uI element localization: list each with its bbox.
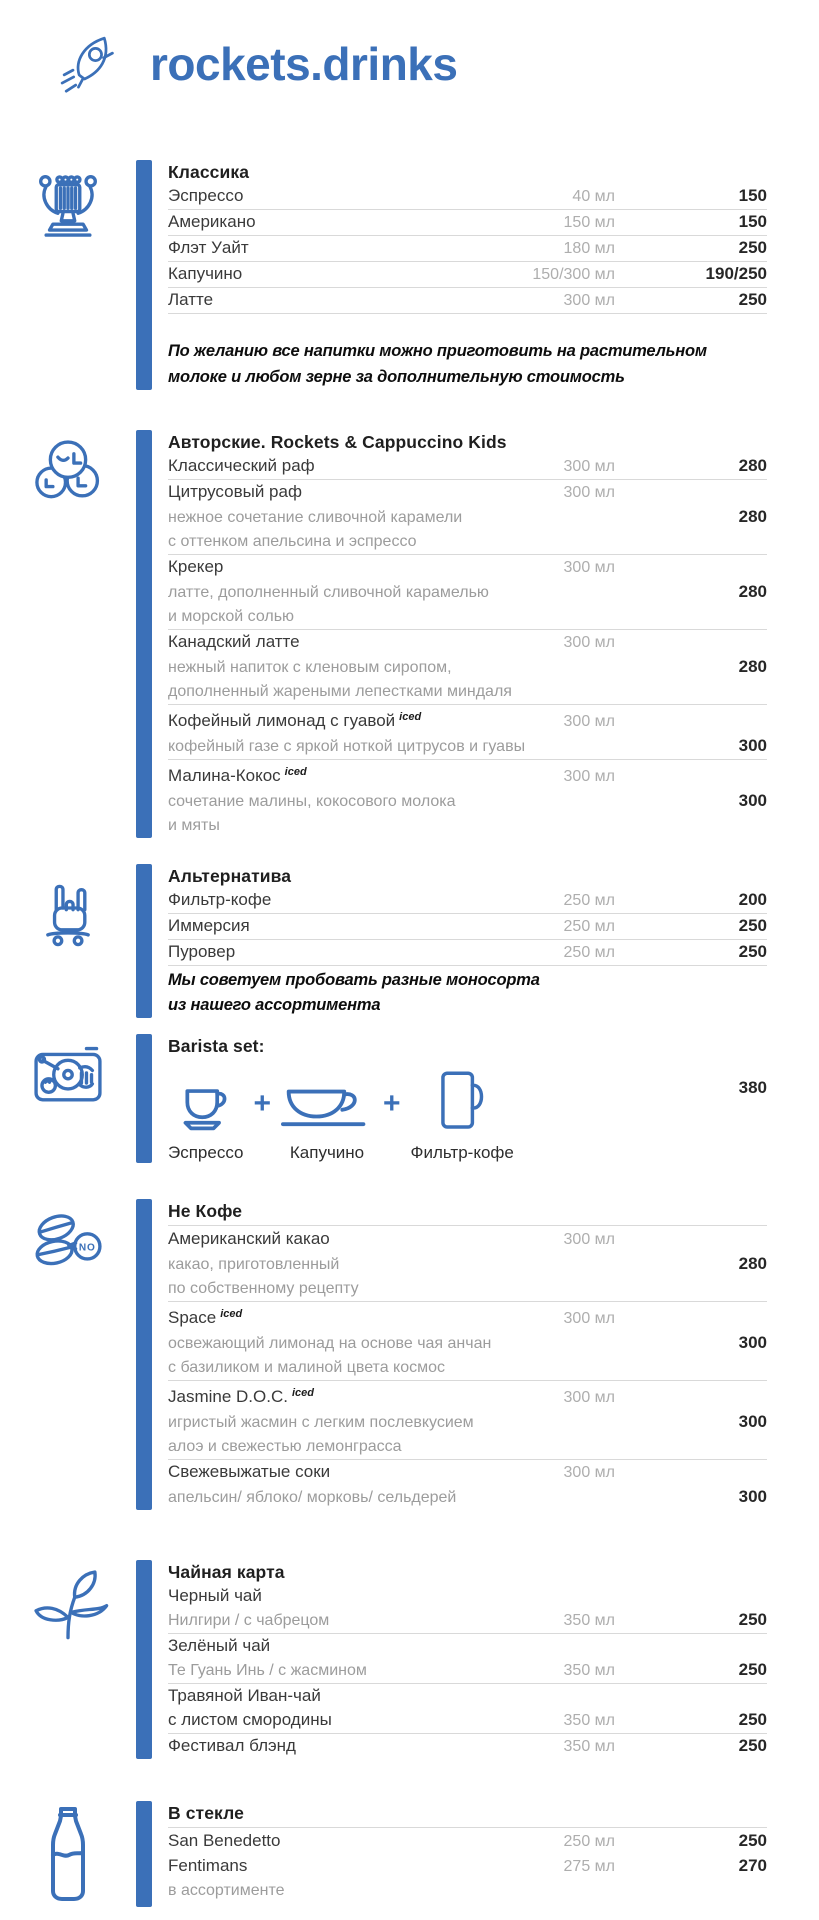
item-volume: 300 мл [563, 1310, 615, 1327]
menu-line [168, 184, 767, 209]
menu-item [168, 940, 767, 966]
item-name: Канадский латте [168, 632, 300, 651]
item-description: освежающий лимонад на основе чая анчан [168, 1335, 492, 1352]
item-price: 280 [738, 1254, 767, 1273]
item-volume: 40 мл [572, 188, 615, 205]
item-name: Jasmine D.O.C. $^{iced}$ [168, 1387, 314, 1406]
iced-badge: iced [291, 1387, 314, 1399]
item-description: алоэ и свежестью лемонграсса [168, 1438, 402, 1455]
item-volume: 150/300 мл [532, 266, 615, 283]
espresso-cup-icon [176, 1078, 236, 1134]
section-accent-bar [136, 864, 152, 1018]
item-volume: 300 мл [563, 768, 615, 785]
iced-badge: iced [220, 1308, 243, 1320]
set-unit-filter [411, 1068, 514, 1163]
item-volume: 300 мл [563, 1389, 615, 1406]
menu-item [168, 1584, 767, 1634]
item-volume: 250 мл [563, 892, 615, 909]
menu-item [168, 288, 767, 314]
menu-line [168, 580, 767, 605]
item-price: 270 [738, 1856, 767, 1875]
menu-line [168, 760, 767, 789]
bottle-icon [0, 1801, 136, 1907]
item-volume: 250 мл [563, 1833, 615, 1850]
menu-item [168, 454, 767, 480]
menu-item [168, 914, 767, 940]
menu-line [168, 814, 767, 838]
item-volume: 250 мл [563, 918, 615, 935]
item-price: 300 [738, 791, 767, 810]
item-price: 190/250 [705, 264, 767, 283]
item-description: апельсин/ яблоко/ морковь/ сельдерей [168, 1489, 457, 1506]
iced-badge: iced [284, 766, 307, 778]
section-bottled [0, 1801, 819, 1907]
section-barista-set [0, 1034, 819, 1163]
menu-item [168, 1381, 767, 1460]
item-price: 250 [738, 1610, 767, 1629]
menu-line [168, 1854, 767, 1879]
section-accent-bar [136, 1199, 152, 1510]
item-description: с оттенком апельсина и эспрессо [168, 533, 417, 550]
rock-hand-icon [0, 864, 136, 1018]
item-description: сочетание малины, кокосового молока [168, 793, 456, 810]
item-volume: 180 мл [563, 240, 615, 257]
set-label: Капучино [289, 1143, 365, 1162]
section-accent-bar [136, 160, 152, 390]
set-price: 380 [738, 1078, 767, 1097]
item-volume: 300 мл [563, 634, 615, 651]
brand-name: rockets.drinks [150, 38, 458, 90]
menu-line [168, 1684, 767, 1708]
menu-line [168, 940, 767, 965]
menu-line [168, 1734, 767, 1759]
item-price: 250 [738, 1660, 767, 1679]
item-volume: 350 мл [563, 1738, 615, 1755]
section-title: Barista set: [168, 1036, 265, 1056]
item-volume: 350 мл [563, 1612, 615, 1629]
menu-item [168, 236, 767, 262]
item-volume: 150 мл [563, 214, 615, 231]
iced-badge: iced [399, 711, 422, 723]
item-name: Цитрусовый раф [168, 482, 302, 501]
menu-item [168, 1460, 767, 1510]
menu-line [168, 705, 767, 734]
set-label: Фильтр-кофе [410, 1143, 514, 1162]
divider [168, 1827, 767, 1828]
menu-line [168, 505, 767, 530]
dj-turntable-icon [0, 1034, 136, 1163]
section-title: Чайная карта [168, 1562, 285, 1582]
cappuccino-cup-icon [281, 1076, 373, 1134]
menu-line [168, 1634, 767, 1658]
menu-item [168, 705, 767, 760]
item-name: Фильтр-кофе [168, 890, 272, 909]
item-volume: 350 мл [563, 1662, 615, 1679]
item-volume: 300 мл [563, 1464, 615, 1481]
item-description: игристый жасмин с легким послевкусием [168, 1414, 474, 1431]
filter-coffee-mug-icon [436, 1068, 488, 1134]
menu-item [168, 555, 767, 630]
item-volume: 275 мл [563, 1858, 615, 1875]
menu-line [168, 480, 767, 505]
menu-line [168, 914, 767, 939]
item-description: по собственному рецепту [168, 1280, 359, 1297]
item-description: кофейный газе с яркой ноткой цитрусов и гуавы [168, 738, 526, 755]
item-name: Латте [168, 290, 214, 309]
menu-item [168, 630, 767, 705]
item-name: Свежевыжатые соки [168, 1462, 331, 1481]
item-name: Флэт Уайт [168, 238, 249, 257]
menu-line [168, 1410, 767, 1435]
item-name: Американский какао [168, 1229, 330, 1248]
menu-item [168, 1734, 767, 1759]
item-description: нежный напиток с кленовым сиропом, [168, 659, 452, 676]
item-description: какао, приготовленный [168, 1256, 340, 1273]
item-name: Капучино [168, 264, 243, 283]
menu-line [168, 630, 767, 655]
section-title: В стекле [168, 1803, 244, 1823]
section-title: Классика [168, 162, 250, 182]
item-volume: 300 мл [563, 1231, 615, 1248]
item-volume: 300 мл [563, 292, 615, 309]
menu-line [168, 1302, 767, 1331]
item-price: 250 [738, 916, 767, 935]
item-name: Пуровер [168, 942, 236, 961]
item-description: с базиликом и малиной цвета космос [168, 1359, 446, 1376]
plus-sign: + [253, 1087, 272, 1120]
menu-item [168, 1302, 767, 1381]
rocket-logo-icon [56, 30, 124, 98]
no-coffee-beans-icon [0, 1199, 136, 1510]
item-price: 250 [738, 1831, 767, 1850]
item-description: дополненный жареными лепестками миндаля [168, 683, 512, 700]
menu-line [168, 655, 767, 680]
menu-line [168, 1277, 767, 1301]
item-volume: 250 мл [563, 944, 615, 961]
menu-line [168, 1252, 767, 1277]
menu-line [168, 1658, 767, 1683]
menu-line [168, 530, 767, 554]
menu-line [168, 789, 767, 814]
section-note: Мы советуем пробовать разные моносорта из нашего ассортимента [168, 971, 540, 1014]
menu-line [168, 888, 767, 913]
plus-sign: + [383, 1087, 401, 1120]
item-name: Черный чай [168, 1586, 262, 1605]
set-unit-espresso [168, 1078, 243, 1163]
item-price: 150 [738, 186, 767, 205]
item-name: Фестивал блэнд [168, 1736, 296, 1755]
menu-line [168, 1708, 767, 1733]
menu-line [168, 288, 767, 313]
menu-line [168, 1879, 767, 1903]
item-name: Крекер [168, 557, 224, 576]
item-price: 250 [738, 290, 767, 309]
item-price: 300 [738, 1487, 767, 1506]
menu-line [168, 454, 767, 479]
item-description: Нилгири / с чабрецом [168, 1612, 330, 1629]
section-title: Альтернатива [168, 866, 292, 886]
svg-text:NO: NO [78, 1242, 96, 1254]
menu-line [168, 680, 767, 704]
item-volume: 300 мл [563, 559, 615, 576]
menu-line [168, 605, 767, 629]
section-title: Авторские. Rockets & Cappuccino Kids [168, 432, 507, 452]
item-name: Классический раф [168, 456, 315, 475]
set-label: Эспрессо [168, 1143, 244, 1162]
menu-item [168, 1227, 767, 1302]
section-classic [0, 160, 819, 390]
menu-item [168, 210, 767, 236]
menu-line [168, 1485, 767, 1510]
item-description: Те Гуань Инь / с жасмином [168, 1662, 367, 1679]
item-volume: 300 мл [563, 484, 615, 501]
section-note: По желанию все напитки можно приготовить на растительном молоке и любом зерне за дополнительную стоимость [168, 342, 707, 386]
menu-line [168, 1381, 767, 1410]
menu-line [168, 734, 767, 759]
item-price: 300 [738, 1412, 767, 1431]
section-alternative [0, 864, 819, 1018]
item-price: 250 [738, 238, 767, 257]
menu-line [168, 1227, 767, 1252]
item-price: 300 [738, 736, 767, 755]
menu-line [168, 1356, 767, 1380]
divider [168, 1225, 767, 1226]
item-name: Американо [168, 212, 256, 231]
item-volume: 300 мл [563, 458, 615, 475]
menu-line [168, 1460, 767, 1485]
item-name: Малина-Кокос $^{iced}$ [168, 766, 307, 785]
section-accent-bar [136, 1034, 152, 1163]
menu-line [168, 1829, 767, 1854]
item-price: 280 [738, 456, 767, 475]
menu-item [168, 262, 767, 288]
menu-item [168, 1829, 767, 1854]
menu-item [168, 760, 767, 838]
item-price: 150 [738, 212, 767, 231]
item-price: 250 [738, 942, 767, 961]
item-description: латте, дополненный сливочной карамелью [168, 584, 489, 601]
menu-item [168, 1634, 767, 1684]
item-name: Зелёный чай [168, 1636, 271, 1655]
item-price: 250 [738, 1736, 767, 1755]
menu-item [168, 184, 767, 210]
item-volume: 350 мл [563, 1712, 615, 1729]
item-description: в ассортименте [168, 1882, 285, 1899]
item-price: 250 [738, 1710, 767, 1729]
item-name: Эспрессо [168, 186, 244, 205]
item-price: 200 [738, 890, 767, 909]
section-signature [0, 430, 819, 838]
barista-set-row [168, 1068, 767, 1163]
item-description: и морской солью [168, 608, 295, 625]
item-price: 280 [738, 507, 767, 526]
item-name: с листом смородины [168, 1710, 332, 1729]
section-title: Не Кофе [168, 1201, 243, 1221]
header [0, 0, 819, 98]
menu-item [168, 1684, 767, 1734]
menu-line [168, 262, 767, 287]
item-name: Кофейный лимонад с гуавой $^{iced}$ [168, 711, 422, 730]
item-price: 300 [738, 1333, 767, 1352]
item-name: Травяной Иван-чай [168, 1686, 321, 1705]
item-name: San Benedetto [168, 1831, 281, 1850]
section-tea [0, 1560, 819, 1759]
item-price: 280 [738, 582, 767, 601]
lyre-icon [0, 160, 136, 390]
theater-masks-icon [0, 430, 136, 838]
item-price: 280 [738, 657, 767, 676]
item-description: нежное сочетание сливочной карамели [168, 509, 463, 526]
section-accent-bar [136, 1801, 152, 1907]
menu-line [168, 555, 767, 580]
menu-item [168, 1854, 767, 1903]
set-unit-cappuccino [281, 1076, 373, 1163]
menu-line [168, 236, 767, 261]
menu-line [168, 1584, 767, 1608]
menu-line [168, 1435, 767, 1459]
item-name: Иммерсия [168, 916, 250, 935]
menu-item [168, 480, 767, 555]
tea-leaves-icon [0, 1560, 136, 1759]
menu-line [168, 1331, 767, 1356]
menu-line [168, 210, 767, 235]
item-name: Fentimans [168, 1856, 248, 1875]
menu-item [168, 888, 767, 914]
item-description: и мяты [168, 817, 220, 834]
menu-line [168, 1608, 767, 1633]
section-accent-bar [136, 430, 152, 838]
section-not-coffee [0, 1199, 819, 1510]
item-volume: 300 мл [563, 713, 615, 730]
item-name: Space $^{iced}$ [168, 1308, 243, 1327]
section-accent-bar [136, 1560, 152, 1759]
